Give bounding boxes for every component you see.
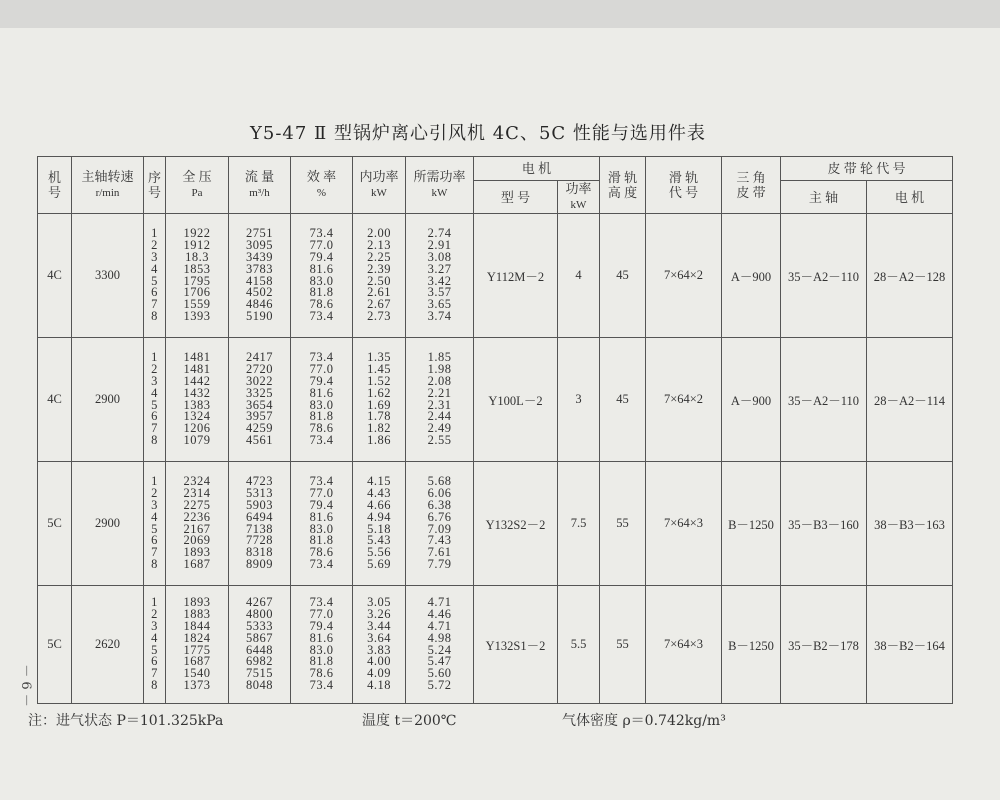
value-line: 2.55	[427, 432, 452, 447]
value-line: 2.73	[367, 308, 391, 323]
value-line: 2.49	[427, 421, 452, 436]
fan-model-cell: 4C	[38, 338, 72, 462]
value-line: 4	[151, 261, 158, 276]
header-motor-model: 型 号	[474, 181, 558, 214]
flow-column	[229, 462, 291, 586]
flow-column	[229, 214, 291, 338]
rail-height-cell: 45	[600, 214, 646, 338]
value-line: 1.78	[367, 409, 391, 424]
value-line: 4.94	[367, 509, 391, 524]
value-line: 1.85	[427, 350, 452, 365]
value-line: 1824	[183, 630, 211, 645]
value-line: 83.0	[309, 273, 334, 288]
header-inner-power: 内功率 kW	[353, 157, 406, 214]
value-line: 73.4	[309, 350, 334, 365]
value-line: 3095	[246, 238, 273, 253]
flow-column	[229, 586, 291, 704]
value-line: 7.43	[427, 533, 452, 548]
value-line: 4723	[246, 474, 273, 489]
value-line: 1559	[183, 297, 211, 312]
value-line: 1795	[183, 273, 211, 288]
value-line: 6.38	[427, 497, 452, 512]
value-line: 7728	[246, 533, 273, 548]
value-line: 3957	[246, 409, 273, 424]
value-line: 5.56	[367, 545, 391, 560]
value-line: 4	[151, 509, 158, 524]
value-line: 6	[151, 654, 158, 669]
value-line: 6448	[246, 642, 273, 657]
value-line: 1393	[183, 308, 211, 323]
pulley-main-cell: 35－B2－178	[781, 586, 867, 704]
value-line: 5903	[246, 497, 273, 512]
value-line: 2751	[246, 226, 273, 241]
pulley-main-cell: 35－B3－160	[781, 462, 867, 586]
value-line: 73.4	[309, 308, 334, 323]
value-line: 3.26	[367, 607, 391, 622]
vbelt-cell: A－900	[722, 338, 781, 462]
value-line: 2167	[183, 521, 211, 536]
value-line: 4800	[246, 607, 273, 622]
pulley-motor-cell: 38－B3－163	[867, 462, 953, 586]
pressure-column	[166, 462, 229, 586]
value-line: 73.4	[309, 226, 334, 241]
header-flow: 流 量 m³/h	[229, 157, 291, 214]
value-line: 1893	[183, 595, 211, 610]
page-number: － 6 －	[17, 664, 33, 707]
value-line: 2069	[183, 533, 211, 548]
seq-column	[144, 214, 166, 338]
value-line: 79.4	[309, 618, 334, 633]
value-line: 7138	[246, 521, 273, 536]
value-line: 5.47	[427, 654, 452, 669]
value-line: 3.57	[427, 285, 452, 300]
value-line: 4.71	[427, 618, 452, 633]
value-line: 77.0	[309, 486, 334, 501]
motor-power-cell: 3	[558, 338, 600, 462]
value-line: 2314	[183, 486, 211, 501]
table-row	[38, 214, 953, 338]
header-jihao: 机 号	[38, 157, 72, 214]
table-row	[38, 462, 953, 586]
value-line: 5313	[246, 486, 273, 501]
motor-power-cell: 4	[558, 214, 600, 338]
value-line: 6	[151, 409, 158, 424]
value-line: 1481	[183, 350, 211, 365]
value-line: 2.74	[427, 226, 452, 241]
value-line: 2.00	[367, 226, 391, 241]
value-line: 8	[151, 556, 158, 571]
value-line: 81.6	[309, 509, 334, 524]
vbelt-cell: B－1250	[722, 462, 781, 586]
flow-column	[229, 338, 291, 462]
value-line: 79.4	[309, 373, 334, 388]
value-line: 2.39	[367, 261, 391, 276]
motor-power-cell: 7.5	[558, 462, 600, 586]
value-line: 2.91	[427, 238, 452, 253]
value-line: 3.64	[367, 630, 391, 645]
value-line: 8048	[246, 677, 273, 692]
value-line: 1.45	[367, 362, 391, 377]
value-line: 3654	[246, 397, 273, 412]
value-line: 3.05	[367, 595, 391, 610]
value-line: 5	[151, 273, 158, 288]
value-line: 3439	[246, 249, 273, 264]
header-rail-height: 滑 轨 高 度	[600, 157, 646, 214]
rail-code-cell: 7×64×2	[646, 338, 722, 462]
value-line: 3.27	[427, 261, 452, 276]
value-line: 3	[151, 497, 158, 512]
value-line: 2	[151, 607, 158, 622]
table-title: Y5-47 Ⅱ 型锅炉离心引风机 4C、5C 性能与选用件表	[250, 123, 706, 144]
value-line: 73.4	[309, 556, 334, 571]
speed-cell: 2620	[72, 586, 144, 704]
value-line: 6	[151, 285, 158, 300]
value-line: 83.0	[309, 521, 334, 536]
value-line: 8	[151, 677, 158, 692]
value-line: 8909	[246, 556, 273, 571]
speed-cell: 3300	[72, 214, 144, 338]
rail-height-cell: 55	[600, 462, 646, 586]
inner-power-column	[353, 462, 406, 586]
required-power-column	[406, 462, 474, 586]
value-line: 7.79	[427, 556, 452, 571]
header-vbelt: 三 角 皮 带	[722, 157, 781, 214]
value-line: 3.08	[427, 249, 452, 264]
value-line: 1912	[183, 238, 211, 253]
value-line: 1	[151, 474, 158, 489]
note-inlet: 注：进气状态 P＝101.325kPa	[28, 713, 224, 729]
header-efficiency: 效 率 %	[291, 157, 353, 214]
value-line: 79.4	[309, 249, 334, 264]
vbelt-cell: A－900	[722, 214, 781, 338]
value-line: 3.44	[367, 618, 391, 633]
value-line: 7515	[246, 666, 273, 681]
value-line: 5.18	[367, 521, 391, 536]
value-line: 7.61	[427, 545, 452, 560]
value-line: 4.71	[427, 595, 452, 610]
seq-column	[144, 338, 166, 462]
value-line: 6.06	[427, 486, 452, 501]
note-density: 气体密度 ρ＝0.742kg/m³	[562, 713, 726, 729]
value-line: 2.25	[367, 249, 391, 264]
value-line: 1	[151, 595, 158, 610]
value-line: 1	[151, 350, 158, 365]
value-line: 4	[151, 630, 158, 645]
pulley-main-cell: 35－A2－110	[781, 338, 867, 462]
value-line: 3.74	[427, 308, 452, 323]
value-line: 4.98	[427, 630, 452, 645]
value-line: 5.68	[427, 474, 452, 489]
value-line: 2.67	[367, 297, 391, 312]
value-line: 77.0	[309, 238, 334, 253]
value-line: 4158	[246, 273, 273, 288]
rail-code-cell: 7×64×3	[646, 462, 722, 586]
value-line: 5.24	[427, 642, 452, 657]
motor-model-cell: Y132S2－2	[474, 462, 558, 586]
value-line: 4.09	[367, 666, 391, 681]
note-temperature: 温度 t＝200℃	[362, 713, 457, 729]
value-line: 1.52	[367, 373, 391, 388]
rail-code-cell: 7×64×2	[646, 214, 722, 338]
value-line: 4.46	[427, 607, 452, 622]
value-line: 5.72	[427, 677, 452, 692]
value-line: 1844	[183, 618, 211, 633]
required-power-column	[406, 214, 474, 338]
table-row	[38, 338, 953, 462]
value-line: 2417	[246, 350, 273, 365]
value-line: 5	[151, 642, 158, 657]
rail-height-cell: 45	[600, 338, 646, 462]
value-line: 3	[151, 618, 158, 633]
seq-column	[144, 462, 166, 586]
value-line: 3	[151, 373, 158, 388]
value-line: 1.86	[367, 432, 391, 447]
pulley-motor-cell: 28－A2－128	[867, 214, 953, 338]
value-line: 2	[151, 238, 158, 253]
value-line: 8	[151, 308, 158, 323]
value-line: 1540	[183, 666, 211, 681]
required-power-column	[406, 338, 474, 462]
value-line: 2.21	[427, 385, 452, 400]
value-line: 1432	[183, 385, 211, 400]
value-line: 4561	[246, 432, 273, 447]
value-line: 2275	[183, 497, 211, 512]
value-line: 2.13	[367, 238, 391, 253]
value-line: 73.4	[309, 677, 334, 692]
value-line: 18.3	[185, 249, 209, 264]
header-required-power: 所需功率 kW	[406, 157, 474, 214]
efficiency-column	[291, 338, 353, 462]
value-line: 2	[151, 486, 158, 501]
fan-model-cell: 5C	[38, 462, 72, 586]
inner-power-column	[353, 586, 406, 704]
value-line: 1079	[183, 432, 211, 447]
value-line: 1883	[183, 607, 211, 622]
value-line: 78.6	[309, 297, 334, 312]
value-line: 5.43	[367, 533, 391, 548]
value-line: 4259	[246, 421, 273, 436]
header-seq: 序 号	[144, 157, 166, 214]
value-line: 4846	[246, 297, 273, 312]
value-line: 4.15	[367, 474, 391, 489]
value-line: 4.00	[367, 654, 391, 669]
value-line: 3.83	[367, 642, 391, 657]
value-line: 1.69	[367, 397, 391, 412]
value-line: 2.44	[427, 409, 452, 424]
value-line: 6	[151, 533, 158, 548]
header-motor-power: 功率 kW	[558, 181, 600, 214]
value-line: 6494	[246, 509, 273, 524]
value-line: 1687	[183, 654, 211, 669]
value-line: 2236	[183, 509, 211, 524]
header-motor: 电 机	[474, 157, 600, 181]
value-line: 3783	[246, 261, 273, 276]
vbelt-cell: B－1250	[722, 586, 781, 704]
header-pressure: 全 压 Pa	[166, 157, 229, 214]
pulley-motor-cell: 38－B2－164	[867, 586, 953, 704]
value-line: 83.0	[309, 397, 334, 412]
motor-model-cell: Y112M－2	[474, 214, 558, 338]
value-line: 77.0	[309, 362, 334, 377]
header-pulley-motor: 电 机	[867, 181, 953, 214]
value-line: 2324	[183, 474, 211, 489]
header-pulley-main: 主 轴	[781, 181, 867, 214]
efficiency-column	[291, 214, 353, 338]
value-line: 4.43	[367, 486, 391, 501]
required-power-column	[406, 586, 474, 704]
value-line: 7	[151, 666, 158, 681]
value-line: 81.8	[309, 409, 334, 424]
value-line: 7.09	[427, 521, 452, 536]
value-line: 81.8	[309, 533, 334, 548]
value-line: 78.6	[309, 666, 334, 681]
value-line: 1706	[183, 285, 211, 300]
value-line: 2.50	[367, 273, 391, 288]
inner-power-column	[353, 214, 406, 338]
value-line: 3325	[246, 385, 273, 400]
value-line: 5	[151, 521, 158, 536]
value-line: 1206	[183, 421, 211, 436]
value-line: 1.82	[367, 421, 391, 436]
value-line: 1922	[183, 226, 211, 241]
efficiency-column	[291, 586, 353, 704]
header-rail-code: 滑 轨 代 号	[646, 157, 722, 214]
value-line: 81.8	[309, 654, 334, 669]
value-line: 78.6	[309, 421, 334, 436]
rail-height-cell: 55	[600, 586, 646, 704]
speed-cell: 2900	[72, 462, 144, 586]
value-line: 7	[151, 421, 158, 436]
value-line: 6.76	[427, 509, 452, 524]
value-line: 2.31	[427, 397, 452, 412]
value-line: 1.35	[367, 350, 391, 365]
motor-model-cell: Y132S1－2	[474, 586, 558, 704]
value-line: 1481	[183, 362, 211, 377]
value-line: 3.65	[427, 297, 452, 312]
value-line: 4267	[246, 595, 273, 610]
value-line: 73.4	[309, 474, 334, 489]
rail-code-cell: 7×64×3	[646, 586, 722, 704]
value-line: 3022	[246, 373, 273, 388]
value-line: 3.42	[427, 273, 452, 288]
value-line: 73.4	[309, 432, 334, 447]
value-line: 1775	[183, 642, 211, 657]
value-line: 79.4	[309, 497, 334, 512]
motor-power-cell: 5.5	[558, 586, 600, 704]
value-line: 1	[151, 226, 158, 241]
pressure-column	[166, 214, 229, 338]
pressure-column	[166, 586, 229, 704]
value-line: 5190	[246, 308, 273, 323]
value-line: 1383	[183, 397, 211, 412]
value-line: 2.08	[427, 373, 452, 388]
value-line: 6982	[246, 654, 273, 669]
value-line: 78.6	[309, 545, 334, 560]
value-line: 81.6	[309, 385, 334, 400]
header-pulley: 皮 带 轮 代 号	[781, 157, 953, 181]
value-line: 5.60	[427, 666, 452, 681]
value-line: 1373	[183, 677, 211, 692]
value-line: 2.61	[367, 285, 391, 300]
value-line: 5867	[246, 630, 273, 645]
value-line: 1442	[183, 373, 211, 388]
value-line: 1893	[183, 545, 211, 560]
value-line: 73.4	[309, 595, 334, 610]
pressure-column	[166, 338, 229, 462]
speed-cell: 2900	[72, 338, 144, 462]
value-line: 1.62	[367, 385, 391, 400]
value-line: 1.98	[427, 362, 452, 377]
value-line: 2720	[246, 362, 273, 377]
value-line: 4	[151, 385, 158, 400]
value-line: 8	[151, 432, 158, 447]
value-line: 4.18	[367, 677, 391, 692]
value-line: 7	[151, 297, 158, 312]
fan-model-cell: 4C	[38, 214, 72, 338]
seq-column	[144, 586, 166, 704]
value-line: 83.0	[309, 642, 334, 657]
table-row	[38, 586, 953, 704]
value-line: 5.69	[367, 556, 391, 571]
fan-model-cell: 5C	[38, 586, 72, 704]
pulley-motor-cell: 28－A2－114	[867, 338, 953, 462]
value-line: 81.8	[309, 285, 334, 300]
value-line: 5	[151, 397, 158, 412]
value-line: 4.66	[367, 497, 391, 512]
value-line: 4502	[246, 285, 273, 300]
value-line: 77.0	[309, 607, 334, 622]
value-line: 7	[151, 545, 158, 560]
performance-table	[37, 156, 953, 704]
value-line: 1687	[183, 556, 211, 571]
efficiency-column	[291, 462, 353, 586]
value-line: 81.6	[309, 630, 334, 645]
value-line: 5333	[246, 618, 273, 633]
value-line: 8318	[246, 545, 273, 560]
pulley-main-cell: 35－A2－110	[781, 214, 867, 338]
value-line: 1324	[183, 409, 211, 424]
value-line: 2	[151, 362, 158, 377]
value-line: 1853	[183, 261, 211, 276]
motor-model-cell: Y100L－2	[474, 338, 558, 462]
value-line: 81.6	[309, 261, 334, 276]
header-speed: 主轴转速 r/min	[72, 157, 144, 214]
inner-power-column	[353, 338, 406, 462]
value-line: 3	[151, 249, 158, 264]
